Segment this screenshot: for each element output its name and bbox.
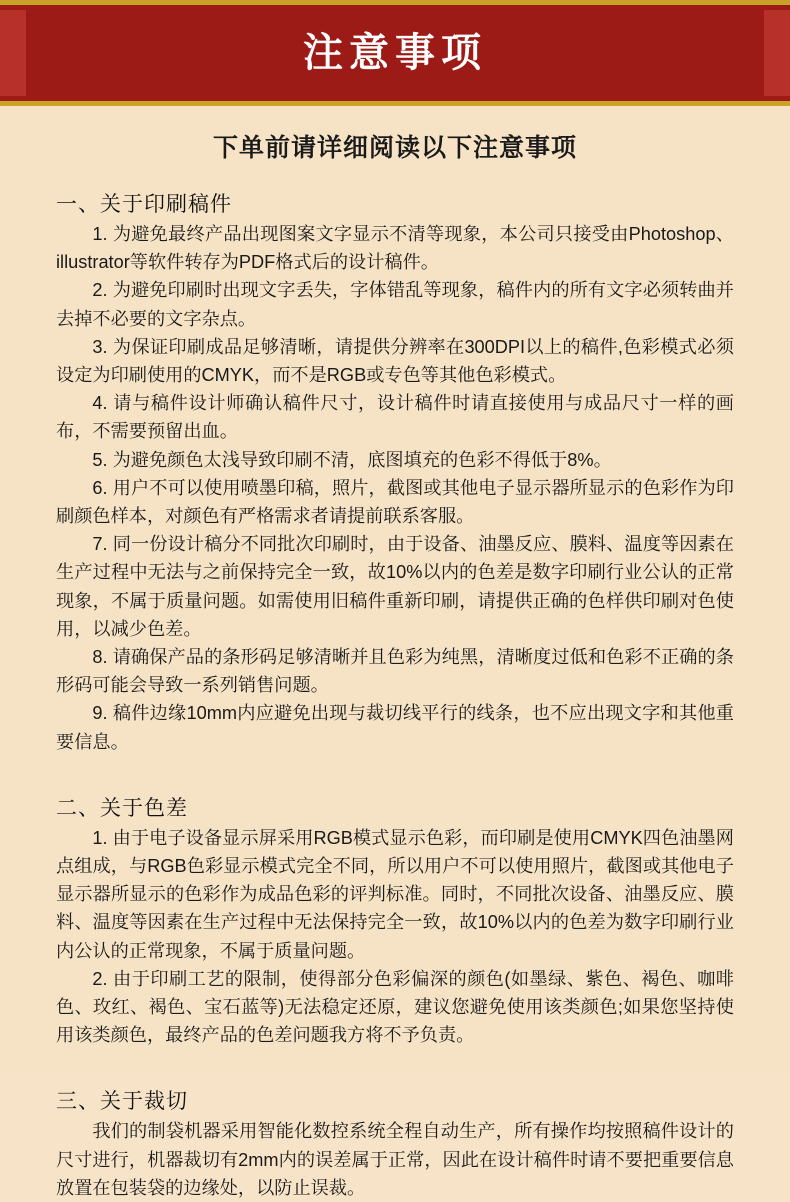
header-decoration-right — [764, 10, 790, 96]
section-spacer — [56, 1063, 734, 1077]
notice-item: 7. 同一份设计稿分不同批次印刷时，由于设备、油墨反应、膜料、温度等因素在生产过程中无法与之前保持完全一致，故10%以内的色差是数字印刷行业公认的正常现象，不属于质量问题。如需使用旧稿件重新印刷，请提供正确的色样供印刷对色使用，以减少色差。 — [56, 534, 734, 639]
notice-item: 2. 为避免印刷时出现文字丢失，字体错乱等现象，稿件内的所有文字必须转曲并去掉不必要的文字杂点。 — [56, 280, 734, 329]
section-title: 二、关于色差 — [56, 796, 188, 820]
header-inner — [0, 5, 790, 101]
header-banner — [0, 0, 790, 106]
section-printing-files — [56, 188, 734, 756]
notice-item: 5. 为避免颜色太浅导致印刷不清，底图填充的色彩不得低于8%。 — [92, 449, 612, 470]
page-subtitle: 下单前请详细阅读以下注意事项 — [212, 134, 577, 162]
notice-content — [0, 174, 790, 1202]
notice-item: 我们的制袋机器采用智能化数控系统全程自动生产，所有操作均按照稿件设计的尺寸进行，机器裁切有2mm内的误差属于正常，因此在设计稿件时请不要把重要信息放置在包装袋的边缘处，以防止误裁。 — [56, 1121, 734, 1198]
notice-item: 4. 请与稿件设计师确认稿件尺寸，设计稿件时请直接使用与成品尺寸一样的画布，不需要预留出血。 — [56, 393, 734, 442]
section-spacer — [56, 770, 734, 784]
notice-item: 8. 请确保产品的条形码足够清晰并且色彩为纯黑，清晰度过低和色彩不正确的条形码可能会导致一系列销售问题。 — [56, 647, 734, 696]
notice-item: 2. 由于印刷工艺的限制，使得部分色彩偏深的颜色(如墨绿、紫色、褐色、咖啡色、玫红、褐色、宝石蓝等)无法稳定还原，建议您避免使用该类颜色;如果您坚持使用该类颜色，最终产品的色差问题我方将不予负责。 — [56, 968, 734, 1046]
header-bottom-rule — [0, 101, 790, 106]
notice-item: 1. 为避免最终产品出现图案文字显示不清等现象，本公司只接受由Photoshop、 illustrator等软件转存为PDF格式后的设计稿件。 — [56, 224, 734, 273]
notice-item: 6. 用户不可以使用喷墨印稿，照片，截图或其他电子显示器所显示的色彩作为印刷颜色样本，对颜色有严格需求者请提前联系客服。 — [56, 477, 734, 527]
page-title: 注意事项 — [303, 31, 487, 75]
section-color-difference — [56, 792, 734, 1050]
section-cutting — [56, 1085, 734, 1202]
section-title: 一、关于印刷稿件 — [56, 193, 232, 216]
notice-item: 9. 稿件边缘10mm内应避免出现与裁切线平行的线条，也不应出现文字和其他重要信息。 — [56, 703, 734, 752]
notice-item: 3. 为保证印刷成品足够清晰，请提供分辨率在300DPI以上的稿件,色彩模式必须设定为印刷使用的CMYK，而不是RGB或专色等其他色彩模式。 — [56, 336, 734, 386]
header-decoration-left — [0, 10, 26, 96]
notice-item: 1. 由于电子设备显示屏采用RGB模式显示色彩，而印刷是使用CMYK四色油墨网点组成，与RGB色彩显示模式完全不同，所以用户不可以使用照片，截图或其他电子显示器所显示的色彩作为成品色彩的评判标准。同时，不同批次设备、油墨反应、膜料、温度等因素在生产过程中无法保持完全一致，故10%以内的色差为数字印刷行业内公认的正常现象，不属于质量问题。 — [56, 827, 734, 961]
section-title: 三、关于裁切 — [56, 1090, 188, 1114]
